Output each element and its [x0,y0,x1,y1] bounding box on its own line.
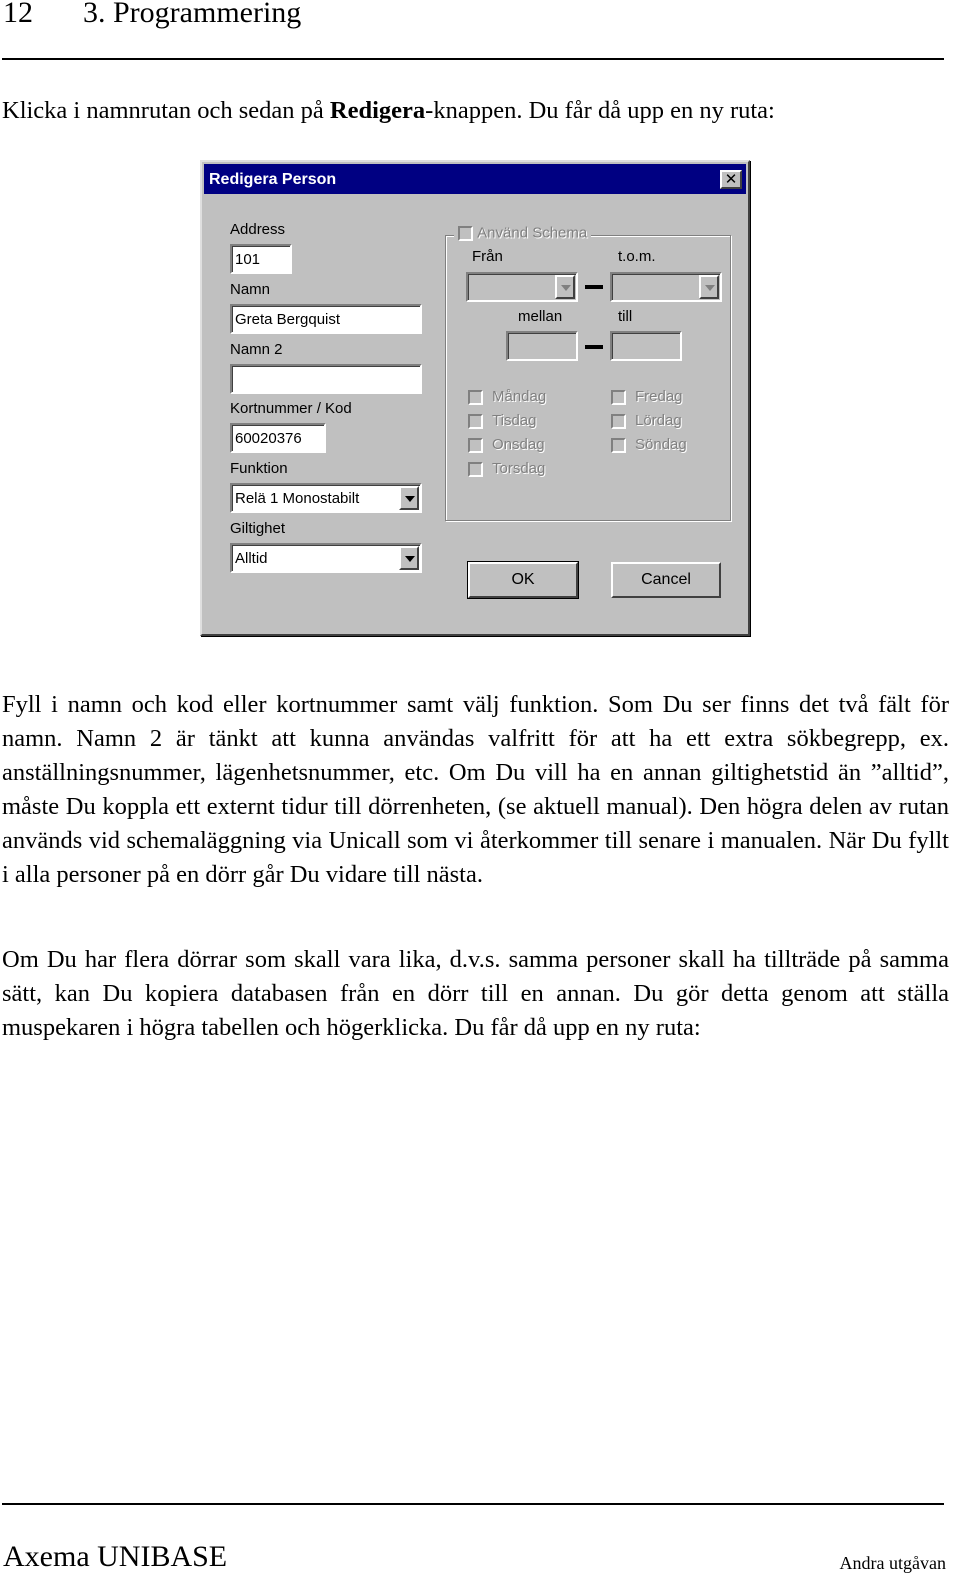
tom-label: t.o.m. [618,248,656,265]
redigera-person-dialog [200,160,750,636]
footer-rule [2,1503,944,1505]
page-header [3,0,301,30]
range-dash [585,285,603,289]
onsdag-label: Onsdag [492,436,545,453]
giltighet-label: Giltighet [230,520,286,537]
mandag-checkbox[interactable] [468,390,483,405]
page-number: 12 [3,0,33,29]
chevron-down-icon[interactable] [399,486,419,510]
mellan-label: mellan [518,308,563,325]
intro-bold-text: Redigera [329,97,426,124]
fredag-label: Fredag [635,388,683,405]
tom-select[interactable] [610,272,722,302]
namn-label: Namn [230,281,271,298]
dialog-title: Redigera Person [209,171,337,188]
torsdag-label: Torsdag [492,460,546,477]
body-paragraph: Fyll i namn och kod eller kortnummer samt välj funktion. Som Du ser finns det två fält för namn. Namn 2 är tänkt att kunna användas valfritt för att ha ett extra sökbegrepp, ex. anställningsnummer, lägenhetsnummer, etc. Om Du vill ha en annan giltighetstid än ”alltid”, måste Du koppla ett externt tidur till dörrenheten, (se aktuell manual). Den högra delen av rutan används vid schemaläggning via Unicall som vi återkommer till senare i manualen. När Du fyllt i alla personer på en dörr går Du vidare till nästa. [2,691,949,888]
chevron-down-icon[interactable] [555,275,575,299]
chevron-down-icon[interactable] [699,275,719,299]
torsdag-checkbox[interactable] [468,462,483,477]
kod-input[interactable]: 60020376 [230,423,326,453]
address-label: Address [230,221,286,238]
till-input[interactable] [610,331,682,361]
namn-input[interactable]: Greta Bergquist [230,304,422,334]
till-label: till [618,308,633,325]
onsdag-checkbox[interactable] [468,438,483,453]
footer-edition: Andra utgåvan [839,1553,946,1573]
chevron-down-icon[interactable] [399,546,419,570]
funktion-select[interactable] [230,483,422,513]
address-input[interactable]: 101 [230,244,292,274]
giltighet-value: Alltid [235,550,268,567]
schema-header [454,224,591,246]
funktion-label: Funktion [230,460,288,477]
funktion-value: Relä 1 Monostabilt [235,490,360,507]
giltighet-select[interactable] [230,543,422,573]
sondag-label: Söndag [635,436,687,453]
mandag-label: Måndag [492,388,547,405]
kod-label: Kortnummer / Kod [230,400,352,417]
close-button[interactable] [720,170,742,189]
mellan-input[interactable] [506,331,578,361]
dialog-titlebar [204,164,746,194]
body-paragraph: Om Du har flera dörrar som skall vara lika, d.v.s. samma personer skall ha tillträde på samma sätt, kan Du kopiera databasen från en dörr till en annan. Du gör detta genom att ställa muspekaren i högra tabellen och högerklicka. Du får då upp en ny ruta: [2,946,949,1041]
close-icon: ✕ [724,171,738,188]
namn2-input[interactable] [230,364,422,394]
intro-text-start: Klicka i namnrutan och sedan på [2,97,330,124]
schema-checkbox-label: Använd Schema [477,224,588,242]
footer-product-name: Axema UNIBASE [3,1540,228,1573]
header-rule [2,58,944,60]
sondag-checkbox[interactable] [611,438,626,453]
chapter-title: 3. Programmering [83,0,302,29]
fran-label: Från [472,248,503,265]
tisdag-checkbox[interactable] [468,414,483,429]
namn2-label: Namn 2 [230,341,283,358]
ok-button[interactable]: OK [468,562,578,598]
fran-select[interactable] [466,272,578,302]
lordag-checkbox[interactable] [611,414,626,429]
time-dash [585,345,603,349]
lordag-label: Lördag [635,412,682,429]
fredag-checkbox[interactable] [611,390,626,405]
schema-checkbox[interactable] [458,226,473,241]
intro-paragraph [2,94,949,128]
intro-text-end: -knappen. Du får då upp en ny ruta: [425,97,775,124]
cancel-button[interactable]: Cancel [611,562,721,598]
tisdag-label: Tisdag [492,412,537,429]
